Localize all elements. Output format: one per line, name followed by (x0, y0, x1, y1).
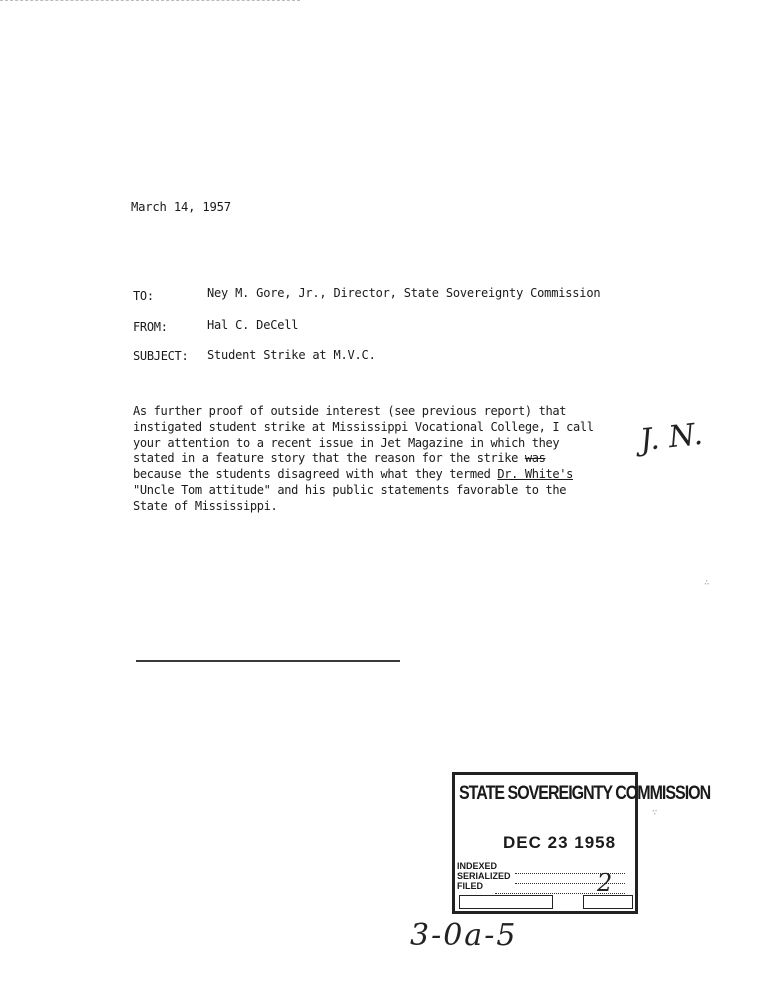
stamp-fields (457, 861, 511, 891)
scan-speck: ∴ (704, 578, 710, 588)
stamp-handwritten-mark: 2 (597, 869, 613, 897)
handwritten-file-number: 3-0a-5 (410, 918, 518, 953)
body-line: As further proof of outside interest (see previous report) that (133, 404, 567, 418)
to-value: Ney M. Gore, Jr., Director, State Sovereignty Commission (207, 286, 601, 300)
stamp-title: STATE SOVEREIGNTY COMMISSION (459, 783, 711, 804)
body-line (133, 451, 643, 467)
scan-top-edge (0, 0, 300, 1)
struck-word: was (524, 451, 546, 466)
body-line (133, 467, 643, 483)
from-label: FROM: (133, 320, 168, 334)
body-line: State of Mississippi. (133, 498, 278, 513)
stamp-box (459, 895, 553, 909)
body-line-text: because the students disagreed with what they termed (133, 467, 491, 482)
from-value: Hal C. DeCell (207, 318, 299, 332)
stamp-box (583, 895, 633, 909)
scan-speck: ∵ (652, 808, 658, 818)
signature-rule (136, 660, 400, 662)
stamp-serialized: SERIALIZED (457, 871, 511, 881)
underlined-name: Dr. White's (497, 467, 573, 482)
stamp-date: DEC 23 1958 (503, 833, 617, 852)
memo-body (133, 404, 643, 515)
stamp-indexed: INDEXED (457, 861, 498, 871)
subject-value: Student Strike at M.V.C. (207, 348, 376, 362)
body-line: instigated student strike at Mississippi Vocational College, I call (133, 419, 594, 434)
to-label: TO: (133, 289, 154, 303)
memo-date: March 14, 1957 (131, 200, 231, 214)
subject-label: SUBJECT: (133, 349, 189, 363)
commission-stamp (452, 772, 711, 914)
body-line-text: stated in a feature story that the reason for the strike (133, 451, 518, 466)
stamp-filed: FILED (457, 881, 483, 891)
body-line: "Uncle Tom attitude" and his public statements favorable to the (133, 482, 567, 497)
body-line: your attention to a recent issue in Jet Magazine in which they (133, 435, 560, 450)
handwritten-initials: J. N. (638, 416, 705, 459)
